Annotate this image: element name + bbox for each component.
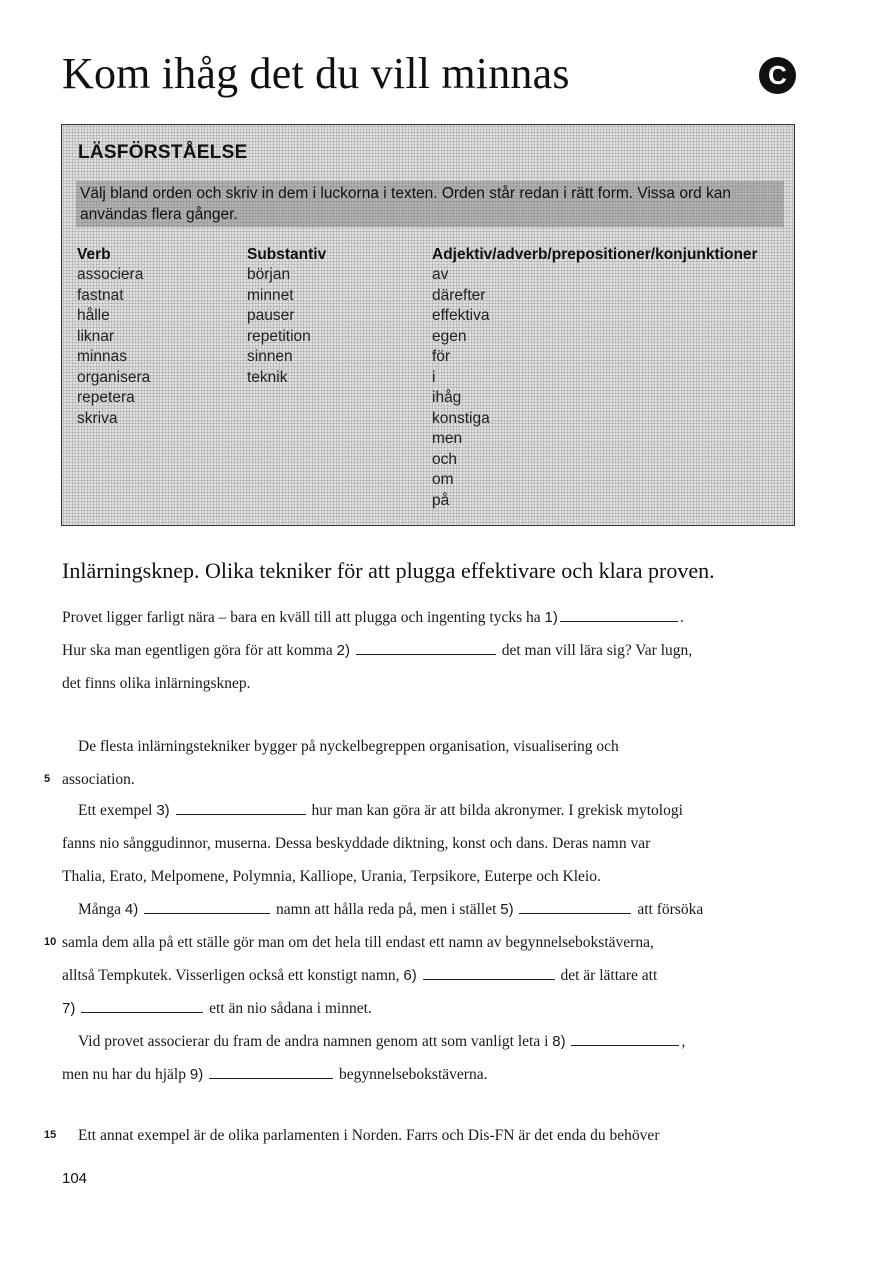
blank-9[interactable] <box>209 1064 333 1079</box>
paragraph-2 <box>44 730 797 796</box>
blank-6[interactable] <box>423 965 555 980</box>
text: samla dem alla på ett ställe gör man om det hela till endast ett namn av begynnelsebokstäverna, <box>62 934 654 951</box>
word-bank-item: repetition <box>247 327 311 345</box>
blank-5[interactable] <box>519 899 631 914</box>
column-header: Verb <box>77 246 111 263</box>
text: Hur ska man egentligen göra för att komma <box>62 642 333 659</box>
text-line <box>62 1058 797 1091</box>
word-bank-item: på <box>432 491 450 509</box>
word-bank-item: och <box>432 450 457 468</box>
text: association. <box>62 771 135 788</box>
text-line <box>62 1025 797 1058</box>
paragraph-1 <box>62 601 797 700</box>
text-line <box>62 634 797 667</box>
gap-number: 7) <box>62 1000 76 1017</box>
level-badge: C <box>759 57 796 94</box>
word-bank-item: minnas <box>77 348 127 365</box>
text: Många <box>78 901 122 918</box>
gap-number: 2) <box>336 642 350 659</box>
text-line <box>44 1119 797 1152</box>
word-bank-item: pauser <box>247 307 295 324</box>
paragraph-4 <box>44 1119 797 1152</box>
word-bank-item: minnet <box>247 286 294 304</box>
word-bank-item: konstiga <box>432 409 490 427</box>
blank-8[interactable] <box>571 1031 679 1046</box>
gap-number: 8) <box>552 1033 566 1050</box>
word-bank-item: därefter <box>432 286 486 304</box>
text: hur man kan göra är att bilda akronymer. I grekisk mytologi <box>311 802 683 819</box>
gap-number: 6) <box>403 967 417 984</box>
paragraph-3 <box>44 794 797 1091</box>
text: det finns olika inlärningsknep. <box>62 675 251 692</box>
text: Vid provet associerar du fram de andra namnen genom att som vanligt leta i <box>78 1033 549 1050</box>
text-line <box>62 601 797 634</box>
text-line <box>62 827 797 860</box>
word-column-verb <box>77 244 150 429</box>
word-bank-item: organisera <box>77 368 151 386</box>
word-bank-item: för <box>432 348 451 365</box>
word-bank-item: men <box>432 430 463 447</box>
text-line <box>62 959 797 992</box>
word-bank-item: effektiva <box>432 307 490 324</box>
box-heading: LÄSFÖRSTÅELSE <box>78 142 248 163</box>
text-line <box>62 730 797 763</box>
text-line <box>62 667 797 700</box>
text: , <box>681 1033 686 1050</box>
text: fanns nio sånggudinnor, muserna. Dessa beskyddade diktning, konst och dans. Deras namn var <box>62 835 651 852</box>
text: det man vill lära sig? Var lugn, <box>501 642 693 659</box>
word-bank-item: av <box>432 266 449 283</box>
blank-4[interactable] <box>144 899 270 914</box>
word-column-adjektiv <box>432 244 758 511</box>
word-bank-item: hålle <box>77 307 110 324</box>
blank-2[interactable] <box>356 640 496 655</box>
text: begynnelsebokstäverna. <box>338 1066 488 1083</box>
text: men nu har du hjälp <box>62 1066 186 1083</box>
word-bank-item: om <box>432 471 454 488</box>
text: Provet ligger farligt nära – bara en kväll till att plugga och ingenting tycks ha <box>62 609 541 626</box>
column-header: Adjektiv/adverb/prepositioner/konjunktioner <box>432 246 758 263</box>
blank-7[interactable] <box>81 998 203 1013</box>
text: ett än nio sådana i minnet. <box>209 1000 372 1017</box>
word-bank-item: liknar <box>77 327 115 345</box>
line-number: 10 <box>44 936 57 948</box>
text: namn att hålla reda på, men i stället <box>276 901 497 918</box>
page-title: Kom ihåg det du vill minnas <box>62 49 570 98</box>
text: Thalia, Erato, Melpomene, Polymnia, Kalliope, Urania, Terpsikore, Euterpe och Kleio. <box>62 868 601 885</box>
text-line <box>44 926 797 959</box>
line-number: 5 <box>44 773 51 785</box>
text: att försöka <box>637 901 704 918</box>
word-bank-item: associera <box>77 266 144 283</box>
gap-number: 4) <box>124 901 139 918</box>
text: Ett exempel <box>78 802 153 819</box>
text: alltså Tempkutek. Visserligen också ett konstigt namn, <box>62 967 400 984</box>
gap-number: 1) <box>544 609 558 626</box>
reading-comprehension-box <box>61 124 795 526</box>
text-line <box>62 893 797 926</box>
word-bank-item: i <box>432 368 436 386</box>
text-line <box>62 992 797 1025</box>
word-bank-item: ihåg <box>432 389 462 406</box>
text-line <box>44 763 797 796</box>
blank-1[interactable] <box>560 607 678 622</box>
word-bank-item: fastnat <box>77 286 124 304</box>
box-instruction: Välj bland orden och skriv in dem i luckorna i texten. Orden står redan i rätt form. Vissa ord kan användas flera gånger. <box>76 181 784 227</box>
word-bank-item: sinnen <box>247 348 293 365</box>
word-bank-item: teknik <box>247 368 288 386</box>
word-bank-item: repetera <box>77 389 135 406</box>
page-number: 104 <box>62 1170 88 1187</box>
text: De flesta inlärningstekniker bygger på nyckelbegreppen organisation, visualisering och <box>78 738 619 755</box>
text: det är lättare att <box>560 967 658 984</box>
article-subheading: Inlärningsknep. Olika tekniker för att plugga effektivare och klara proven. <box>62 558 715 583</box>
text: . <box>679 609 684 626</box>
text-line <box>62 794 797 827</box>
word-column-substantiv <box>247 244 326 388</box>
word-bank-item: skriva <box>77 409 118 427</box>
word-bank-item: egen <box>432 327 467 345</box>
gap-number: 5) <box>500 901 514 918</box>
column-header: Substantiv <box>247 246 327 263</box>
line-number: 15 <box>44 1129 57 1141</box>
text-line <box>62 860 797 893</box>
text: Ett annat exempel är de olika parlamenten i Norden. Farrs och Dis-FN är det enda du behöver <box>78 1127 660 1144</box>
gap-number: 3) <box>156 802 170 819</box>
gap-number: 9) <box>189 1066 204 1083</box>
word-bank-item: början <box>247 266 291 283</box>
blank-3[interactable] <box>176 800 306 815</box>
